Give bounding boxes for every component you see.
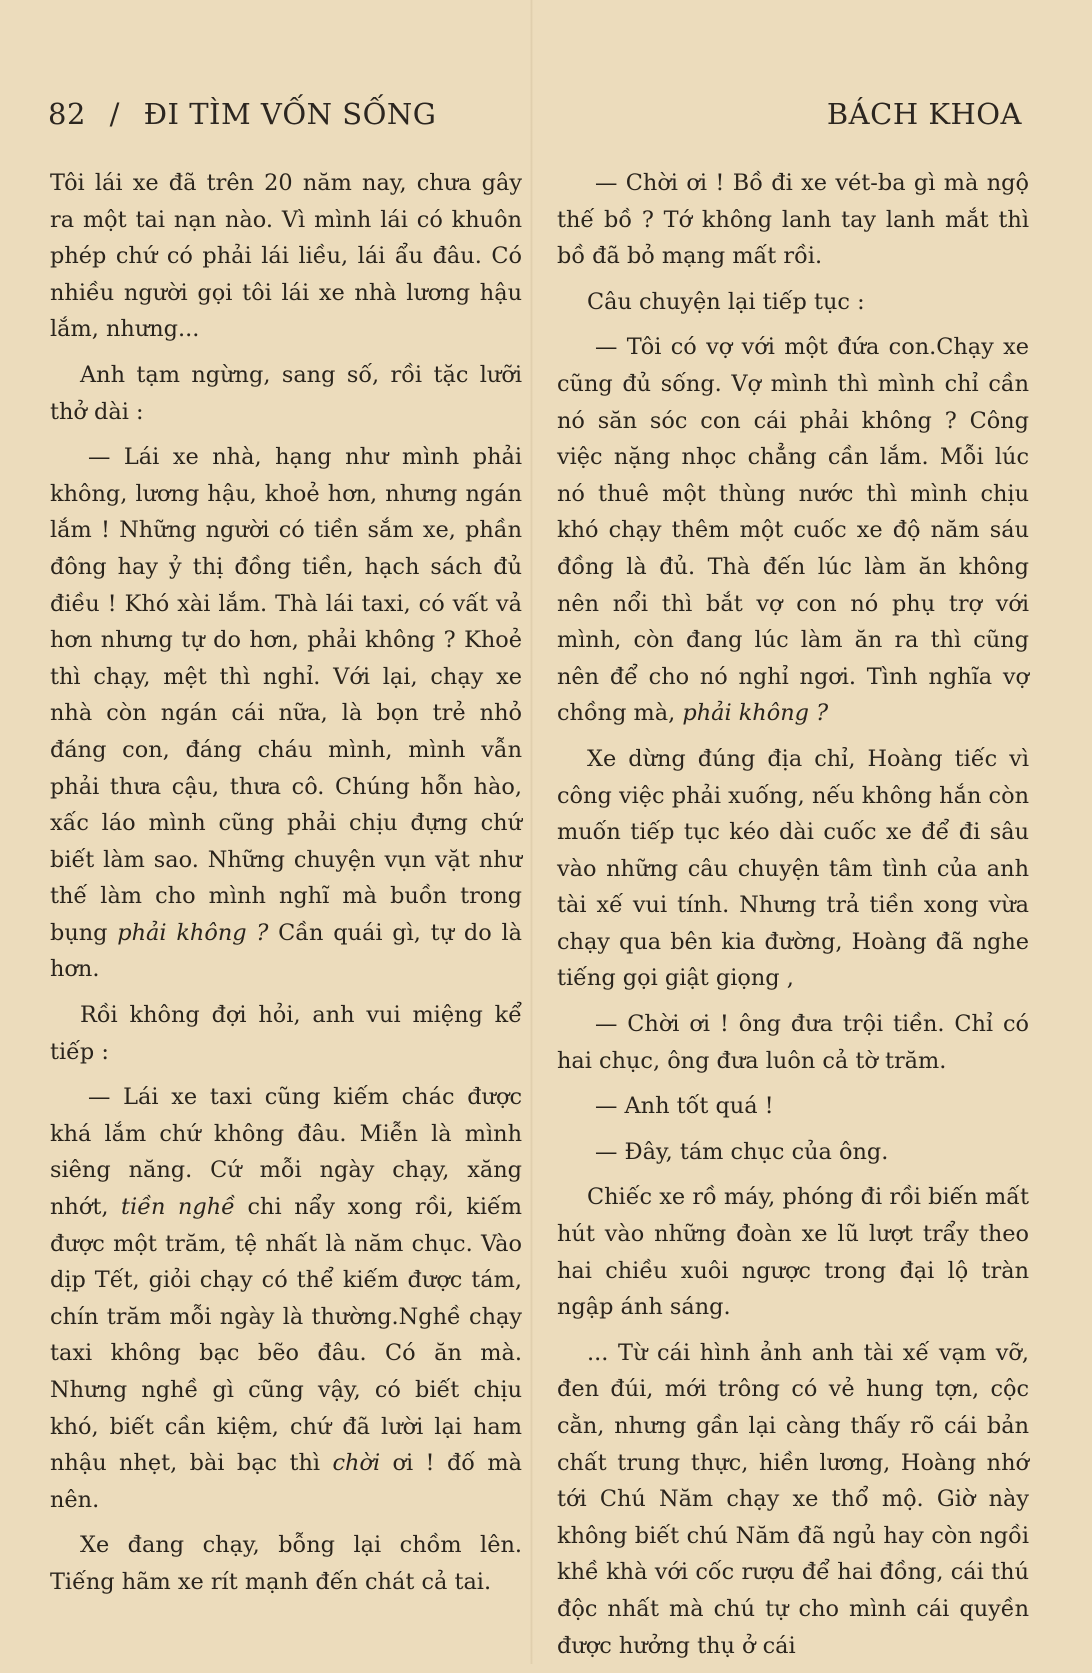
page-fold-shadow <box>530 0 533 1664</box>
dialogue-paragraph: — Anh tốt quá ! <box>595 1093 774 1120</box>
paragraph: ... Từ cái hình ảnh anh tài xế vạm vỡ, đen đúi, mới trông có vẻ hung tợn, cộc cằn, nhưng gần lại càng thấy rõ cái bản chất trung thực, hiền lương, Hoàng nhớ tới Chú Năm chạy xe thổ mộ. Giờ này không biết chú Năm đã ngủ hay còn ngồi khề khà với cốc rượu để hai đồng, cái thú độc nhất mà chú tự cho mình cái quyền được hưởng thụ ở cái <box>557 1339 1029 1659</box>
paragraph: Anh tạm ngừng, sang số, rồi tặc lưỡi thở dài : <box>50 361 522 425</box>
text-run: — Lái xe nhà, hạng như mình phải không, lương hậu, khoẻ hơn, nhưng ngán lắm ! Những người có tiền sắm xe, phần đông hay ỷ thị đồng tiền, hạch sách đủ điều ! Khó xài lắm. Thà lái taxi, có vất vả hơn nhưng tự do hơn, phải không ? Khoẻ thì chạy, mệt thì nghỉ. Với lại, chạy xe nhà còn ngán cái nữa, là bọn trẻ nhỏ đáng con, đáng cháu mình, mình vẫn phải thưa cậu, thưa cô. Chúng hỗn hào, xấc láo mình cũng phải chịu đựng chứ biết làm sao. Những chuyện vụn vặt như thế làm cho mình nghĩ mà buồn trong bụng <box>50 444 522 946</box>
header-left <box>48 97 436 131</box>
italic-text: tiền nghề <box>121 1194 235 1221</box>
section-title: ĐI TÌM VỐN SỐNG <box>143 97 437 131</box>
paragraph: Xe đang chạy, bỗng lại chồm lên. Tiếng hãm xe rít mạnh đến chát cả tai. <box>50 1532 522 1595</box>
text-run: ơi ! đố mà nên. <box>50 1450 522 1513</box>
dialogue-paragraph <box>557 329 1029 732</box>
paragraph: Chiếc xe rồ máy, phóng đi rồi biến mất hút vào những đoàn xe lũ lượt trẩy theo hai chiều xuôi ngược trong đại lộ tràn ngập ánh sáng. <box>557 1184 1029 1321</box>
magazine-name: BÁCH KHOA <box>826 97 1022 131</box>
paragraph: Câu chuyện lại tiếp tục : <box>587 288 865 315</box>
italic-text: chời <box>332 1450 381 1477</box>
dialogue-paragraph: — Đây, tám chục của ông. <box>595 1138 889 1165</box>
text-run: — Lái xe taxi cũng kiếm chác được khá lắm chứ không đâu. Miễn là mình siêng năng. Cứ mỗi ngày chạy, xăng nhớt, <box>50 1084 522 1221</box>
page-header <box>48 92 1022 136</box>
dialogue-paragraph: — Chời ơi ! Bồ đi xe vét-ba gì mà ngộ thế bồ ? Tớ không lanh tay lanh mắt thì bồ đã bỏ mạng mất rồi. <box>557 170 1029 270</box>
header-separator: / <box>109 97 120 131</box>
left-column <box>50 165 522 1610</box>
dialogue-paragraph: — Chời ơi ! ông đưa trội tiền. Chỉ có hai chục, ông đưa luôn cả tờ trăm. <box>557 1011 1029 1074</box>
paragraph: Tôi lái xe đã trên 20 năm nay, chưa gây ra một tai nạn nào. Vì mình lái có khuôn phép chứ có phải lái liều, lái ẩu đâu. Có nhiều người gọi tôi lái xe nhà lương hậu lắm, nhưng... <box>50 170 522 343</box>
text-run: chi nẩy xong rồi, kiếm được một trăm, tệ nhất là năm chục. Vào dịp Tết, giỏi chạy có thể kiếm được tám, chín trăm mỗi ngày là thường.Nghề chạy taxi không bạc bẽo đâu. Có ăn mà. Nhưng nghề gì cũng vậy, có biết chịu khó, biết cần kiệm, chứ đã lười lại ham nhậu nhẹt, bài bạc thì <box>50 1194 523 1477</box>
text-run: Cần quái gì, tự do là hơn. <box>50 919 522 983</box>
dialogue-paragraph <box>50 439 522 988</box>
italic-text: phải không ? <box>682 700 829 727</box>
italic-text: phải không ? <box>117 919 269 946</box>
right-column <box>557 165 1029 1673</box>
paragraph: Xe dừng đúng địa chỉ, Hoàng tiếc vì công việc phải xuống, nếu không hắn còn muốn tiếp tục kéo dài cuốc xe để đi sâu vào những câu chuyện tâm tình của anh tài xế vui tính. Nhưng trả tiền xong vừa chạy qua bên kia đường, Hoàng đã nghe tiếng gọi giật giọng , <box>557 745 1029 992</box>
page-number: 82 <box>48 97 86 131</box>
dialogue-paragraph <box>50 1079 522 1518</box>
text-run: — Tôi có vợ với một đứa con.Chạy xe cũng đủ sống. Vợ mình thì mình chỉ cần nó săn sóc con cái phải không ? Công việc nặng nhọc chẳng cần lắm. Mỗi lúc nó thuê một thùng nước thì mình chịu khó chạy thêm một cuốc xe độ năm sáu đồng là đủ. Thà đến lúc làm ăn không nên nổi thì bắt vợ con nó phụ trợ với mình, còn đang lúc làm ăn ra thì cũng nên để cho nó nghỉ ngơi. Tình nghĩa vợ chồng mà, <box>557 334 1029 727</box>
paragraph: Rồi không đợi hỏi, anh vui miệng kể tiếp : <box>50 1002 522 1065</box>
